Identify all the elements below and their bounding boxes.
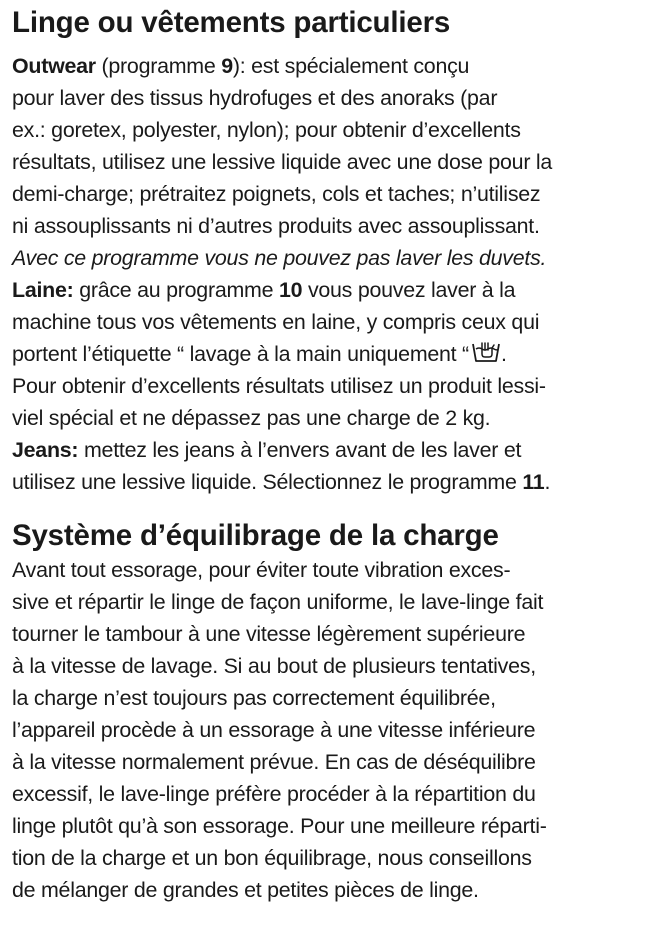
load-balancing-line: à la vitesse normalement prévue. En cas de déséquilibre [12,750,536,774]
jeans-line-2-text: utilisez une lessive liquide. Sélectionnez le programme [12,470,523,494]
outwear-line-1-rest: ): est spécialement conçu [232,54,470,78]
outwear-line: résultats, utilisez une lessive liquide avec une dose pour la [12,150,553,174]
jeans-paragraph [12,434,648,498]
outwear-paragraph [12,50,648,274]
laine-text-after-number: vous pouvez laver à la [302,278,516,302]
jeans-line-2-end: . [544,470,551,494]
load-balancing-section [12,554,648,906]
special-laundry-section [12,50,648,498]
outwear-line: demi-charge; prétraitez poignets, cols et taches; n’utilisez [12,182,541,206]
jeans-line-1-rest: mettez les jeans à l’envers avant de les laver et [78,438,522,462]
load-balancing-line: sive et répartir le linge de façon uniforme, le lave-linge fait [12,590,544,614]
laine-line-1 [12,274,648,306]
document-page [12,0,648,906]
load-balancing-line: de mélanger de grandes et petites pièces de linge. [12,878,479,902]
laine-line-3 [12,338,648,370]
outwear-label: Outwear [12,54,96,78]
outwear-line: ni assouplissants ni d’autres produits avec assouplissant. [12,214,540,238]
load-balancing-line: à la vitesse de lavage. Si au bout de plusieurs tentatives, [12,654,536,678]
laine-program-number: 10 [278,278,303,302]
section-title-load-balancing: Système d’équilibrage de la charge [12,519,499,552]
load-balancing-paragraph [12,554,648,906]
load-balancing-line: la charge n’est toujours pas correctement équilibrée, [12,686,496,710]
load-balancing-line: tion de la charge et un bon équilibrage, nous conseillons [12,846,532,870]
outwear-line-1 [12,50,648,82]
load-balancing-line: Avant tout essorage, pour éviter toute vibration exces- [12,558,511,582]
outwear-program-number: 9 [221,54,233,78]
jeans-line-1 [12,434,648,466]
laine-text-before-number: grâce au programme [73,278,279,302]
load-balancing-line: excessif, le lave-linge préfère procéder à la répartition du [12,782,536,806]
jeans-line-2 [12,466,648,498]
laine-line-3-text: portent l’étiquette “ lavage à la main uniquement “ [12,342,469,366]
laine-paragraph [12,274,648,434]
laine-line-2: machine tous vos vêtements en laine, y compris ceux qui [12,310,540,334]
laine-line-3-end: . [500,342,507,366]
section-title-special-laundry: Linge ou vêtements particuliers [12,6,451,39]
load-balancing-line: linge plutôt qu’à son essorage. Pour une meilleure réparti- [12,814,547,838]
jeans-label: Jeans: [12,438,79,462]
outwear-line: pour laver des tissus hydrofuges et des anoraks (par [12,86,498,110]
handwash-icon [471,341,501,363]
laine-line-4: Pour obtenir d’excellents résultats utilisez un produit lessi- [12,374,546,398]
outwear-intro: (programme [95,54,222,78]
outwear-line: ex.: goretex, polyester, nylon); pour obtenir d’excellents [12,118,521,142]
laine-line-5: viel spécial et ne dépassez pas une charge de 2 kg. [12,406,491,430]
outwear-note: Avec ce programme vous ne pouvez pas laver les duvets. [12,246,547,270]
jeans-program-number: 11 [522,470,545,494]
load-balancing-line: l’appareil procède à un essorage à une vitesse inférieure [12,718,536,742]
load-balancing-line: tourner le tambour à une vitesse légèrement supérieure [12,622,526,646]
laine-label: Laine: [12,278,74,302]
